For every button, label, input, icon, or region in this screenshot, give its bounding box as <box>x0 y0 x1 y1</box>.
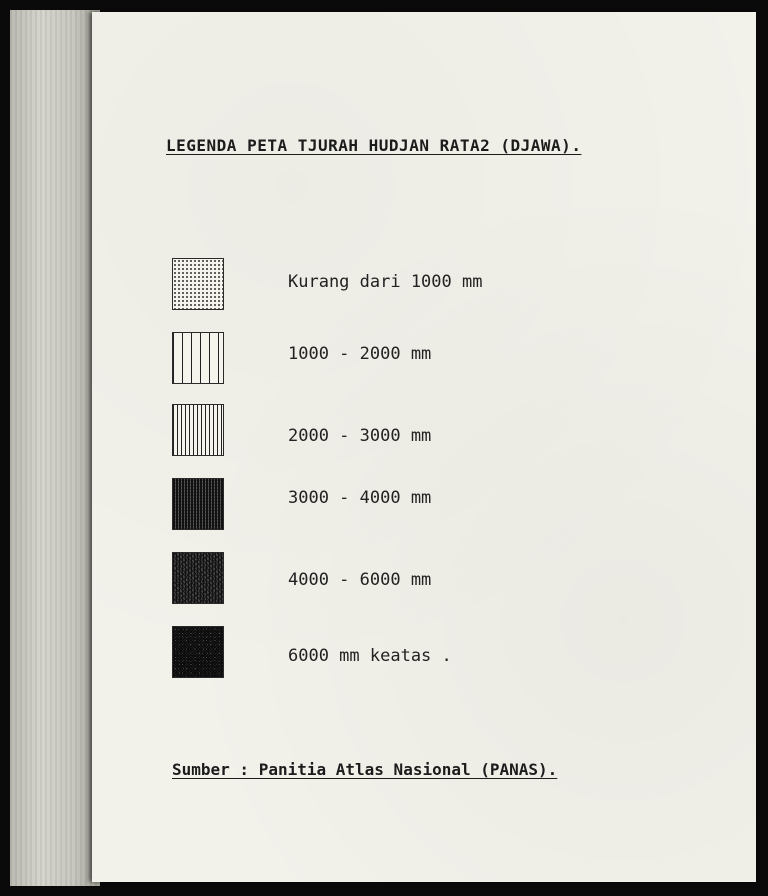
source-note: Sumber : Panitia Atlas Nasional (PANAS). <box>172 760 558 779</box>
legend-swatch-hatch <box>172 552 224 604</box>
legend-label: 3000 - 4000 mm <box>288 488 432 508</box>
legend-label: 4000 - 6000 mm <box>288 570 432 590</box>
legend-swatch-dots <box>172 258 224 310</box>
legend-swatch-sparse-lines <box>172 332 224 384</box>
legend-label: 1000 - 2000 mm <box>288 344 432 364</box>
legend-item-rainfall-under-1000 <box>172 258 672 312</box>
document-title: LEGENDA PETA TJURAH HUDJAN RATA2 (DJAWA). <box>166 136 582 155</box>
legend-item-rainfall-1000-2000 <box>172 332 672 386</box>
legend-label: Kurang dari 1000 mm <box>288 272 483 292</box>
legend-item-rainfall-3000-4000 <box>172 478 672 532</box>
legend-swatch-crosshatch <box>172 626 224 678</box>
legend-item-rainfall-over-6000 <box>172 626 672 680</box>
legend-swatch-heavy-lines <box>172 478 224 530</box>
legend-label: 2000 - 3000 mm <box>288 426 432 446</box>
legend-item-rainfall-2000-3000 <box>172 404 672 458</box>
document-page <box>92 12 756 882</box>
legend-item-rainfall-4000-6000 <box>172 552 672 606</box>
legend-label: 6000 mm keatas . <box>288 646 452 666</box>
scan-margin-strip <box>10 10 100 886</box>
legend-swatch-dense-lines <box>172 404 224 456</box>
